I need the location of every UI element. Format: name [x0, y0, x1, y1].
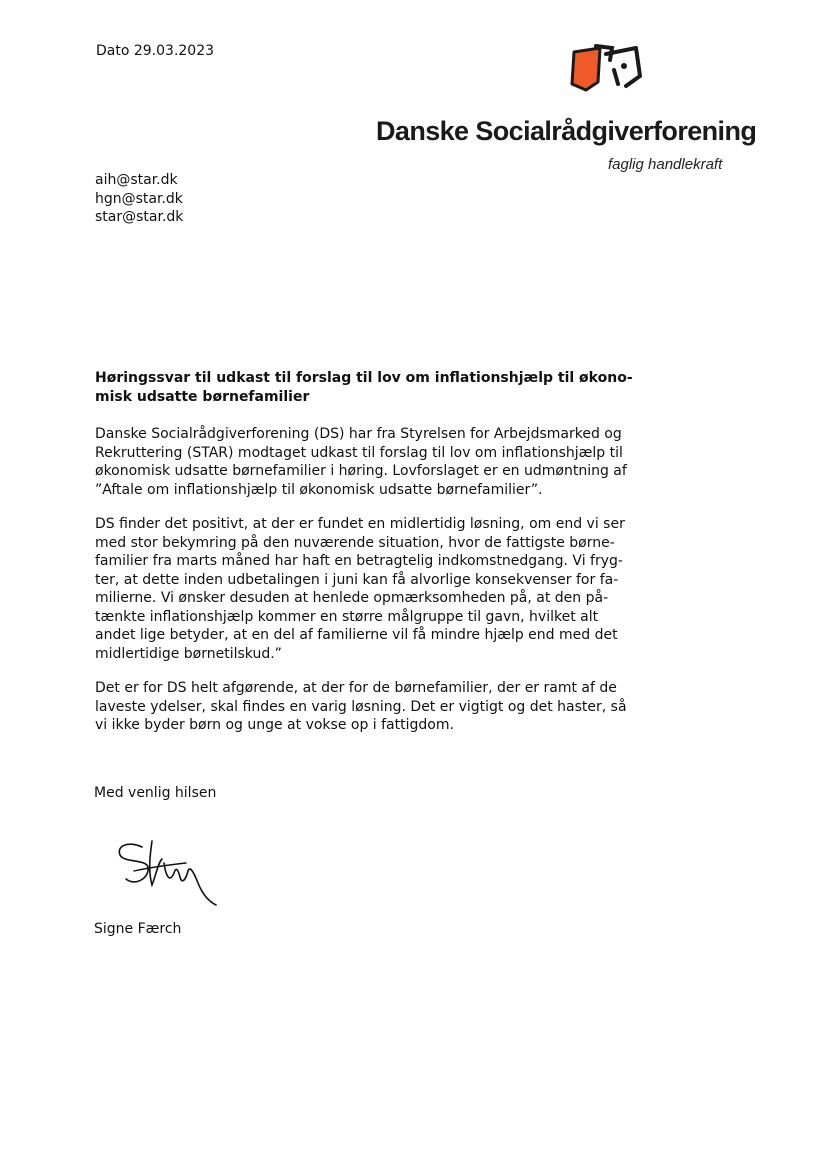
paragraph-2 — [95, 515, 640, 663]
subject-line: misk udsatte børnefamilier — [95, 388, 310, 405]
subject-line: Høringssvar til udkast til forslag til lov om inflationshjælp til økono- — [95, 370, 633, 386]
paragraph-line: ”Aftale om inflationshjælp til økonomisk udsatte børnefamilier”. — [95, 481, 543, 498]
paragraph-line: laveste ydelser, skal findes en varig løsning. Det er vigtigt og det haster, så — [95, 698, 627, 715]
paragraph-line: milierne. Vi ønsker desuden at henlede opmærksomheden på, at den på- — [95, 590, 609, 606]
closing-greeting: Med venlig hilsen — [94, 785, 217, 801]
recipients-block — [95, 171, 183, 227]
recipient-email: hgn@star.dk — [95, 190, 183, 207]
letter-subject — [95, 369, 640, 406]
handwritten-signature — [112, 833, 224, 907]
letter-date: Dato 29.03.2023 — [96, 43, 215, 59]
paragraph-line: økonomisk udsatte børnefamilier i høring. Lovforslaget er en udmøntning af — [95, 463, 627, 479]
paragraph-line: vi ikke byder børn og unge at vokse op i fattigdom. — [95, 717, 454, 733]
paragraph-line: med stor bekymring på den nuværende situation, hvor de fattigste børne- — [95, 534, 615, 551]
recipient-email: aih@star.dk — [95, 172, 178, 188]
paragraph-line: tænkte inflationshjælp kommer en større målgruppe til gavn, hvilket alt — [95, 608, 599, 625]
recipient-email: star@star.dk — [95, 209, 184, 225]
paragraph-line: midlertidige børnetilskud.” — [95, 645, 282, 662]
paragraph-line: Danske Socialrådgiverforening (DS) har fra Styrelsen for Arbejdsmarked og — [95, 426, 622, 442]
paragraph-line: Det er for DS helt afgørende, at der for de børnefamilier, der er ramt af de — [95, 680, 617, 696]
signer-name: Signe Færch — [94, 921, 182, 937]
organization-name — [376, 112, 757, 152]
paragraph-line: Rekruttering (STAR) modtaget udkast til forslag til lov om inflationshjælp til — [95, 444, 623, 461]
paragraph-line: andet lige betyder, at en del af familierne vil få mindre hjælp end med det — [95, 627, 618, 643]
paragraph-line: DS finder det positivt, at der er fundet en midlertidig løsning, om end vi ser — [95, 516, 625, 532]
paragraph-3 — [95, 679, 640, 735]
organization-name-text: Danske Socialrådgiverforening — [376, 116, 757, 146]
ds-logo-icon — [566, 40, 646, 92]
paragraph-line: ter, at dette inden udbetalingen i juni kan få alvorlige konsekvenser for fa- — [95, 571, 619, 588]
paragraph-1 — [95, 425, 640, 499]
organization-tagline: faglig handlekraft — [608, 156, 723, 173]
paragraph-line: familier fra marts måned har haft en betragtelig indkomstnedgang. Vi fryg- — [95, 553, 623, 569]
